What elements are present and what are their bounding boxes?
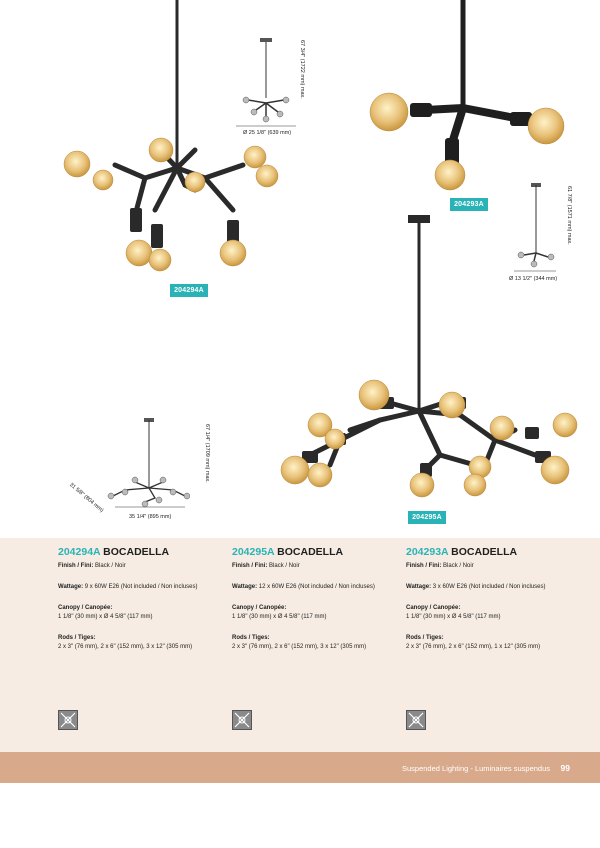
depth-dimension: 31 5/8" (804 mm) <box>68 482 105 514</box>
product-code: 204294A <box>58 546 101 558</box>
chandelier-204295A-photo <box>280 215 580 515</box>
finish-value: Black / Noir <box>269 563 300 569</box>
width-dimension: Ø 13 1/2" (344 mm) <box>509 276 558 282</box>
rods-label: Rods / Tiges: <box>58 635 96 641</box>
rods-value: 2 x 3" (76 mm), 2 x 6" (152 mm), 3 x 12" (305 mm) <box>58 644 193 650</box>
height-dimension: 67 3/4" (1722 mm) max. <box>299 40 305 99</box>
canopy-value: 1 1/8" (30 mm) x Ø 4 5/8" (117 mm) <box>58 614 153 620</box>
product-tag: 204294A <box>170 284 208 297</box>
product-title <box>58 546 233 558</box>
width-dimension: 35 1/4" (895 mm) <box>129 514 172 520</box>
finish-line <box>58 562 233 570</box>
product-spec-204293A <box>406 546 581 651</box>
damp-location-icon <box>58 710 78 730</box>
wattage-line <box>232 583 407 591</box>
product-tag: 204295A <box>408 511 446 524</box>
dimension-drawing-204294A <box>236 38 296 128</box>
rods-label: Rods / Tiges: <box>406 635 444 641</box>
finish-label: Finish / Fini: <box>58 563 94 569</box>
wattage-value: 3 x 60W E26 (Not included / Non incluses) <box>432 584 546 590</box>
page-number: 99 <box>560 763 570 773</box>
finish-line <box>232 562 407 570</box>
damp-location-icon <box>406 710 426 730</box>
height-dimension: 61 7/8" (1571 mm) max. <box>566 186 572 245</box>
wattage-label: Wattage: <box>232 584 258 590</box>
wattage-value: 9 x 60W E26 (Not included / Non incluses) <box>84 584 198 590</box>
rods-label: Rods / Tiges: <box>232 635 270 641</box>
product-name: BOCADELLA <box>103 546 170 558</box>
finish-label: Finish / Fini: <box>406 563 442 569</box>
product-code: 204295A <box>232 546 275 558</box>
footer-section-title: Suspended Lighting - Luminaires suspendus <box>401 764 550 773</box>
rods-value: 2 x 3" (76 mm), 2 x 6" (152 mm), 1 x 12" (305 mm) <box>406 644 541 650</box>
wattage-line <box>58 583 233 591</box>
width-dimension: Ø 25 1/8" (639 mm) <box>243 130 292 136</box>
finish-value: Black / Noir <box>95 563 126 569</box>
rods-value: 2 x 3" (76 mm), 2 x 6" (152 mm), 3 x 12" (305 mm) <box>232 644 367 650</box>
height-dimension: 67 1/4" (1709 mm) max. <box>204 424 210 483</box>
product-title <box>406 546 581 558</box>
dimension-drawing-204295A <box>105 418 190 508</box>
product-code: 204293A <box>406 546 449 558</box>
wattage-line <box>406 583 581 591</box>
product-spec-204295A <box>232 546 407 651</box>
finish-label: Finish / Fini: <box>232 563 268 569</box>
canopy-label: Canopy / Canopée: <box>58 605 113 611</box>
product-name: BOCADELLA <box>277 546 344 558</box>
wattage-label: Wattage: <box>406 584 432 590</box>
product-tag: 204293A <box>450 198 488 211</box>
canopy-value: 1 1/8" (30 mm) x Ø 4 5/8" (117 mm) <box>406 614 501 620</box>
wattage-value: 12 x 60W E26 (Not included / Non incluses) <box>258 584 375 590</box>
damp-location-icon <box>232 710 252 730</box>
product-name: BOCADELLA <box>451 546 518 558</box>
canopy-value: 1 1/8" (30 mm) x Ø 4 5/8" (117 mm) <box>232 614 327 620</box>
canopy-label: Canopy / Canopée: <box>406 605 461 611</box>
product-title <box>232 546 407 558</box>
footer-band <box>0 752 600 783</box>
wattage-label: Wattage: <box>58 584 84 590</box>
canopy-label: Canopy / Canopée: <box>232 605 287 611</box>
chandelier-204293A-photo <box>365 0 575 195</box>
finish-value: Black / Noir <box>443 563 474 569</box>
specification-section <box>0 538 600 752</box>
finish-line <box>406 562 581 570</box>
product-spec-204294A <box>58 546 233 651</box>
